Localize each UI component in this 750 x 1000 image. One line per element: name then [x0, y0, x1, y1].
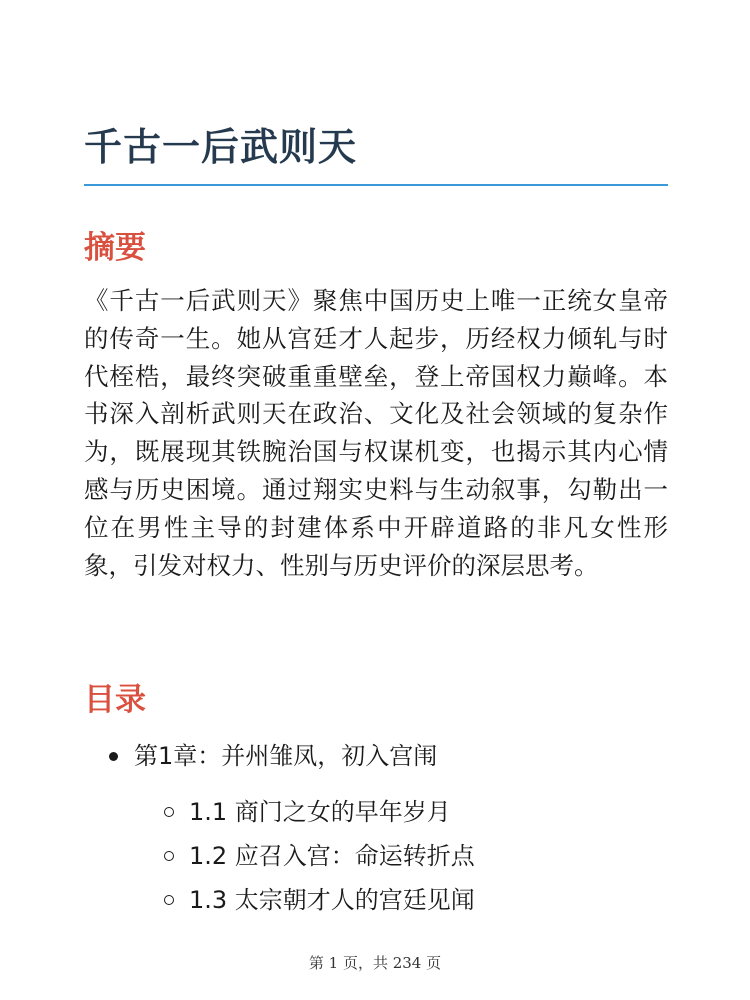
toc-chapter-label: 第1章：并州雏凤，初入宫闱 [134, 742, 438, 770]
toc-section-label: 1.1 商门之女的早年岁月 [189, 798, 451, 826]
toc-section-item[interactable] [84, 792, 668, 832]
bullet-disc-icon [109, 752, 118, 761]
page-number-footer: 第 1 页，共 234 页 [308, 954, 442, 972]
toc-section-list [84, 792, 668, 924]
toc-section-item[interactable] [84, 880, 668, 920]
toc-heading: 目录 [84, 682, 146, 718]
bullet-circle-icon [164, 807, 174, 817]
toc-chapter-item[interactable] [84, 736, 668, 776]
title-divider [84, 184, 668, 186]
bullet-circle-icon [164, 851, 174, 861]
toc-section-item[interactable] [84, 836, 668, 876]
toc-section-label: 1.2 应召入宫：命运转折点 [189, 842, 475, 870]
toc-chapter-list [84, 736, 668, 776]
summary-paragraph: 《千古一后武则天》聚焦中国历史上唯一正统女皇帝的传奇一生。她从宫廷才人起步，历经权力倾轧与时代桎梏，最终突破重重壁垒，登上帝国权力巅峰。本书深入剖析武则天在政治、文化及社会领域的复杂作为，既展现其铁腕治国与权谋机变，也揭示其内心情感与历史困境。通过翔实史料与生动叙事，勾勒出一位在男性主导的封建体系中开辟道路的非凡女性形象，引发对权力、性别与历史评价的深层思考。 [84, 286, 668, 580]
document-title: 千古一后武则天 [84, 125, 358, 169]
summary-heading: 摘要 [84, 230, 146, 266]
toc-section-label: 1.3 太宗朝才人的宫廷见闻 [189, 886, 475, 914]
bullet-circle-icon [164, 895, 174, 905]
